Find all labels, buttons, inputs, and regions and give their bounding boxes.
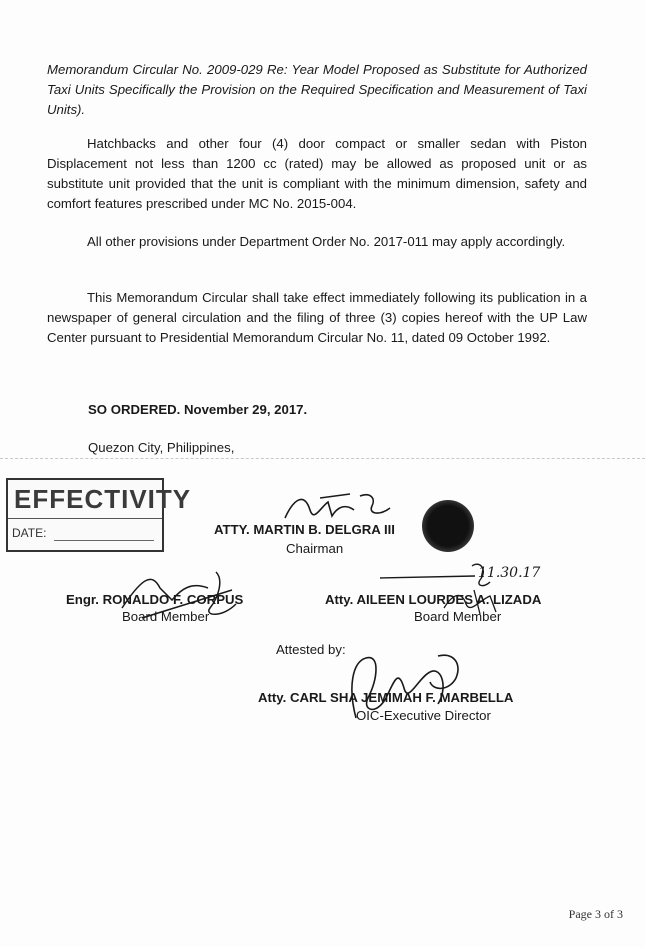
so-ordered-line: SO ORDERED. November 29, 2017. [88,402,308,417]
page-number: Page 3 of 3 [568,907,623,921]
stamp-title: EFFECTIVITY [14,484,192,514]
effectivity-stamp [6,478,192,552]
handwritten-date: 11.30.17 [478,565,541,581]
stamp-divider [8,518,162,519]
attester-role: OIC-Executive Director [356,708,491,723]
member2-name: Atty. AILEEN LOURDES A. LIZADA [325,592,542,607]
paragraph-reference: Memorandum Circular No. 2009-029 Re: Year Model Proposed as Substitute for Authorized Taxi Units Specifically the Provision on the Required Specification and Measurement of Taxi Units). [47,62,587,117]
scan-artifact-line [0,458,645,459]
official-seal [422,500,474,552]
stamp-date-label: DATE: [12,526,47,540]
member1-role: Board Member [122,609,210,624]
paragraph-hatchbacks: Hatchbacks and other four (4) door compact or smaller sedan with Piston Displacement not less than 1200 cc (rated) may be allowed as proposed unit or as substitute unit provided that the unit is compliant with the minimum dimension, safety and comfort features prescribed under MC No. 2015-004. [47,136,587,211]
chairman-name: ATTY. MARTIN B. DELGRA III [214,522,395,537]
member2-role: Board Member [414,609,502,624]
attested-label: Attested by: [276,642,346,657]
paragraph-effectivity: This Memorandum Circular shall take effect immediately following its publication in a newspaper of general circulation and the filing of three (3) copies hereof with the UP Law Center pursuant to Presidential Memorandum Circular No. 11, dated 09 October 1992. [47,290,587,345]
member1-name: Engr. RONALDO F. CORPUS [66,592,244,607]
chairman-role: Chairman [286,541,344,556]
place-line: Quezon City, Philippines, [88,440,235,455]
attester-name: Atty. CARL SHA JEMIMAH F. MARBELLA [258,690,514,705]
stamp-date-line [54,540,154,541]
paragraph-other-provisions: All other provisions under Department Order No. 2017-011 may apply accordingly. [87,234,566,249]
